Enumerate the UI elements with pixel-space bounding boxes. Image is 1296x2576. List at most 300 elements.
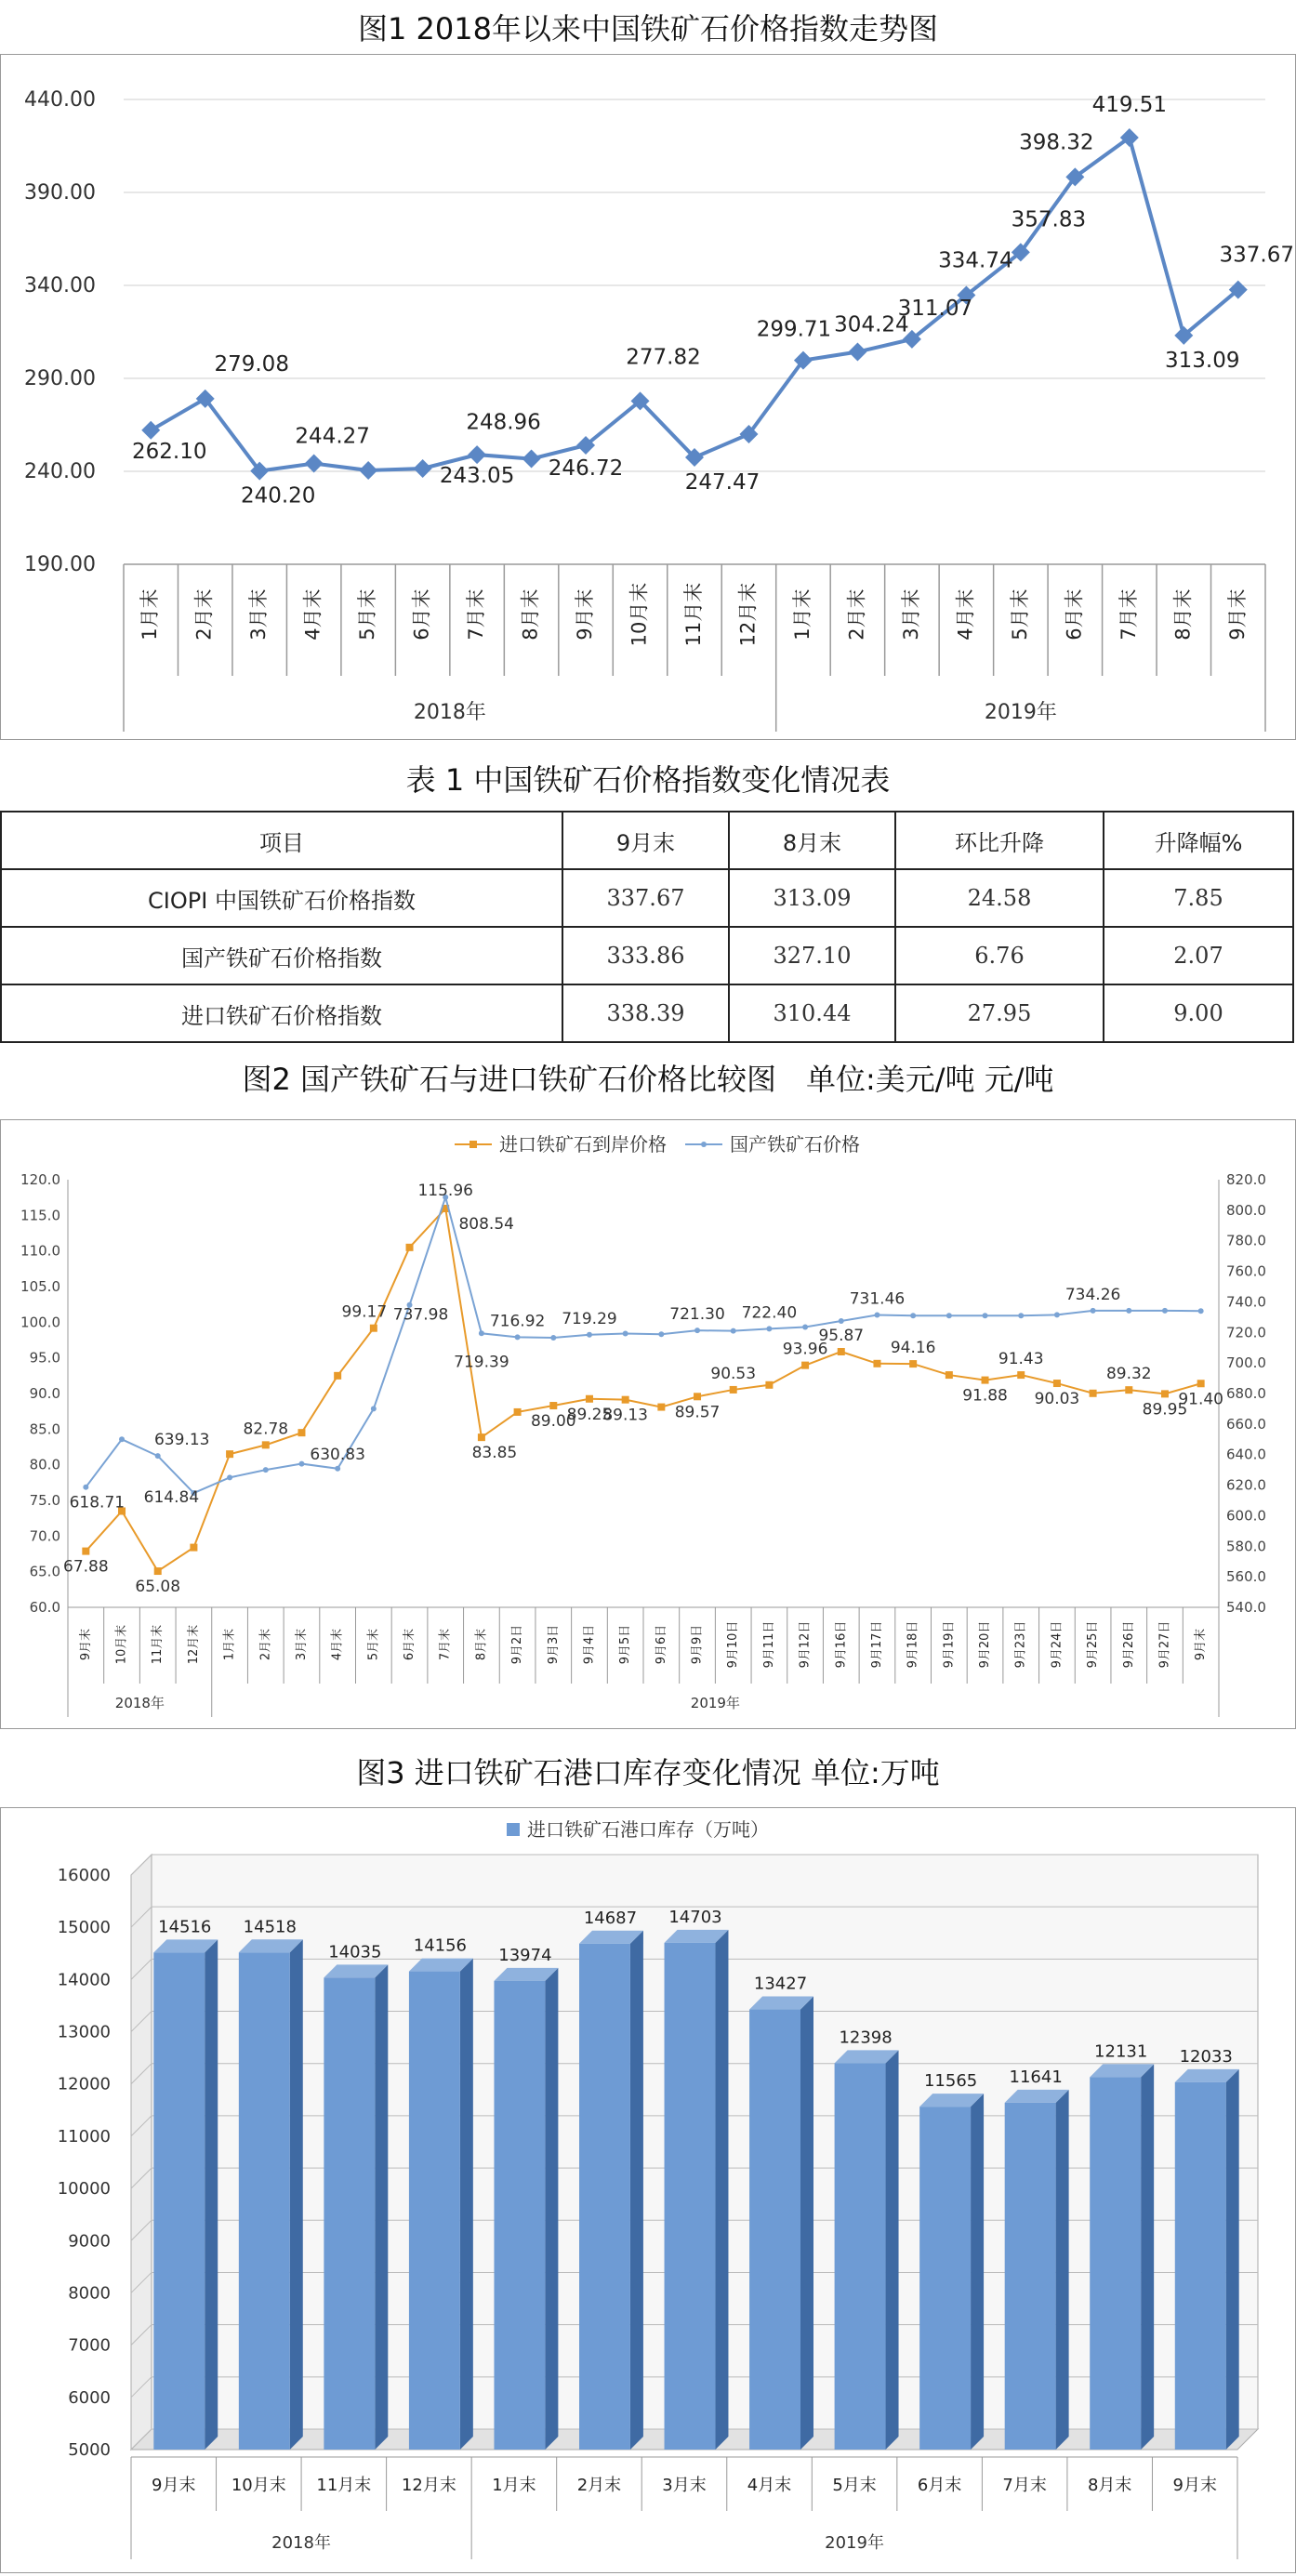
data-label-imported: 91.43 xyxy=(998,1350,1044,1369)
chart-side-wall xyxy=(131,1855,152,2450)
bar-side xyxy=(460,1959,473,2450)
x-tick-label: 9月末 xyxy=(1194,1628,1209,1661)
data-label: 12131 xyxy=(1094,2041,1148,2062)
data-label-imported: 89.00 xyxy=(530,1412,576,1432)
data-point-domestic xyxy=(802,1325,808,1330)
bar xyxy=(579,1944,630,2450)
x-tick-label: 9月18日 xyxy=(906,1620,920,1669)
data-label-domestic: 737.98 xyxy=(392,1305,449,1325)
data-label-imported: 91.40 xyxy=(1178,1390,1223,1409)
right-tick-label: 680.0 xyxy=(1226,1385,1266,1402)
data-point-imported xyxy=(982,1377,989,1384)
table-cell: 2.07 xyxy=(1104,927,1293,984)
data-label-imported: 90.03 xyxy=(1034,1390,1080,1409)
data-point-domestic xyxy=(335,1466,340,1472)
x-tick-label: 9月23日 xyxy=(1013,1620,1028,1669)
x-tick-label: 10月末 xyxy=(231,2476,286,2495)
data-label: 311.07 xyxy=(897,296,973,321)
bar-side xyxy=(800,1997,813,2450)
y-tick-label: 9000 xyxy=(68,2231,111,2252)
data-point-imported xyxy=(262,1441,270,1448)
data-label-imported: 82.78 xyxy=(243,1420,289,1439)
x-tick-label: 1月末 xyxy=(790,588,813,641)
y-tick-label: 440.00 xyxy=(24,88,96,112)
data-point-imported xyxy=(1090,1390,1097,1397)
x-tick-label: 6月末 xyxy=(917,2476,962,2495)
y-tick-label: 12000 xyxy=(57,2074,111,2094)
data-point-imported xyxy=(82,1548,89,1555)
right-tick-label: 740.0 xyxy=(1226,1293,1266,1311)
x-tick-label: 9月19日 xyxy=(942,1620,957,1669)
data-point-imported xyxy=(765,1381,773,1389)
bar-side xyxy=(1141,2064,1154,2450)
data-point-imported xyxy=(622,1396,629,1404)
data-label-imported: 91.88 xyxy=(962,1386,1008,1406)
data-label: 337.67 xyxy=(1219,243,1295,268)
left-tick-label: 110.0 xyxy=(20,1242,60,1260)
data-point-imported xyxy=(370,1325,377,1332)
y-tick-label: 190.00 xyxy=(24,553,96,576)
bar-side xyxy=(545,1968,558,2450)
table-cell: 337.67 xyxy=(562,869,729,927)
x-tick-label: 9月5日 xyxy=(618,1624,633,1665)
x-tick-label: 7月末 xyxy=(1117,588,1140,641)
x-tick-label: 10月末 xyxy=(114,1624,129,1665)
bar-side xyxy=(1226,2069,1239,2450)
data-label-imported: 90.53 xyxy=(710,1364,757,1383)
table-cell: 27.95 xyxy=(895,984,1104,1042)
table-row xyxy=(1,927,1293,984)
x-tick-label: 9月12日 xyxy=(798,1620,813,1669)
x-tick-label: 12月末 xyxy=(401,2476,456,2495)
table-row xyxy=(1,984,1293,1042)
x-tick-label: 9月11日 xyxy=(761,1620,776,1669)
data-label: 277.82 xyxy=(626,345,701,370)
table-cell: 国产铁矿石价格指数 xyxy=(1,927,562,984)
x-tick-label: 2月末 xyxy=(576,2476,622,2495)
right-tick-label: 560.0 xyxy=(1226,1568,1266,1586)
fig1-chart xyxy=(1,55,1295,739)
x-tick-label: 11月末 xyxy=(151,1624,165,1665)
x-tick-label: 11月末 xyxy=(316,2476,372,2495)
x-tick-label: 5月末 xyxy=(356,588,379,641)
data-label-imported: 94.16 xyxy=(890,1339,936,1358)
data-point-domestic xyxy=(910,1313,916,1318)
x-tick-label: 5月末 xyxy=(1008,588,1031,641)
y-tick-label: 16000 xyxy=(57,1866,111,1885)
data-label-imported: 115.96 xyxy=(417,1181,473,1200)
data-label-domestic: 618.71 xyxy=(69,1493,126,1513)
data-point-domestic xyxy=(874,1312,879,1317)
data-label-imported: 89.13 xyxy=(602,1406,648,1425)
x-tick-label: 9月末 xyxy=(1225,588,1249,641)
x-tick-label: 9月17日 xyxy=(869,1620,884,1669)
data-label: 11565 xyxy=(923,2071,978,2092)
table1-title: 表 1 中国铁矿石价格指数变化情况表 xyxy=(405,762,891,798)
right-tick-label: 580.0 xyxy=(1226,1538,1266,1555)
right-tick-label: 760.0 xyxy=(1226,1262,1266,1280)
table-header-cell: 8月末 xyxy=(729,812,895,869)
y-tick-label: 13000 xyxy=(57,2022,111,2042)
table-header-cell: 项目 xyxy=(1,812,562,869)
x-tick-label: 8月末 xyxy=(1087,2476,1132,2495)
y-tick-label: 15000 xyxy=(57,1918,111,1938)
x-tick-label: 5月末 xyxy=(832,2476,877,2495)
x-tick-label: 9月9日 xyxy=(690,1624,705,1665)
bar xyxy=(835,2063,886,2450)
data-label: 13974 xyxy=(498,1945,552,1965)
year-group-label: 2019年 xyxy=(825,2533,884,2553)
left-tick-label: 95.0 xyxy=(29,1349,60,1367)
data-label: 246.72 xyxy=(548,456,624,481)
data-point-domestic xyxy=(227,1474,232,1480)
data-label-domestic: 734.26 xyxy=(1065,1285,1121,1304)
table-cell: 338.39 xyxy=(562,984,729,1042)
data-point-domestic xyxy=(1162,1308,1168,1314)
bar-side xyxy=(630,1931,643,2450)
table-cell: 进口铁矿石价格指数 xyxy=(1,984,562,1042)
table-cell: 7.85 xyxy=(1104,869,1293,927)
year-group-label: 2019年 xyxy=(690,1695,740,1711)
bar xyxy=(749,2010,800,2450)
legend-label-domestic: 国产铁矿石价格 xyxy=(730,1133,860,1156)
data-point-domestic xyxy=(766,1326,772,1331)
left-tick-label: 80.0 xyxy=(29,1456,60,1473)
data-label-domestic: 808.54 xyxy=(458,1214,514,1234)
y-tick-label: 240.00 xyxy=(24,460,96,483)
bar xyxy=(1175,2082,1226,2450)
bar xyxy=(239,1952,290,2450)
right-tick-label: 720.0 xyxy=(1226,1324,1266,1341)
table-cell: 327.10 xyxy=(729,927,895,984)
data-point-imported xyxy=(694,1393,701,1400)
fig2-chart xyxy=(1,1120,1295,1728)
x-tick-label: 8月末 xyxy=(1171,588,1195,641)
data-label-imported: 67.88 xyxy=(63,1557,109,1577)
table-header-cell: 9月末 xyxy=(562,812,729,869)
bar-side xyxy=(375,1964,388,2450)
data-label-imported: 89.32 xyxy=(1105,1365,1152,1384)
data-label: 14516 xyxy=(158,1917,212,1937)
x-tick-label: 9月末 xyxy=(1172,2476,1217,2495)
data-point-domestic xyxy=(587,1332,592,1338)
x-tick-label: 3月末 xyxy=(247,588,271,641)
x-tick-label: 6月末 xyxy=(1063,588,1086,641)
data-label: 240.20 xyxy=(240,483,316,509)
bar xyxy=(153,1952,205,2450)
table-cell: 24.58 xyxy=(895,869,1104,927)
x-tick-label: 1月末 xyxy=(222,1628,237,1661)
data-label: 14035 xyxy=(328,1942,382,1962)
bar-side xyxy=(715,1930,728,2450)
left-tick-label: 90.0 xyxy=(29,1385,60,1402)
table-cell: 313.09 xyxy=(729,869,895,927)
x-tick-label: 9月末 xyxy=(152,2476,196,2495)
data-point-domestic xyxy=(155,1453,161,1459)
data-point-domestic xyxy=(1018,1313,1024,1318)
data-point-domestic xyxy=(1091,1308,1096,1314)
data-point-domestic xyxy=(658,1331,664,1337)
data-point-domestic xyxy=(479,1330,484,1336)
data-point-imported xyxy=(909,1360,917,1367)
y-tick-label: 7000 xyxy=(68,2335,111,2356)
data-point-imported xyxy=(1017,1371,1025,1379)
data-label: 13427 xyxy=(753,1974,808,1994)
left-tick-label: 65.0 xyxy=(29,1563,60,1580)
data-label: 262.10 xyxy=(131,439,207,464)
year-group-label: 2018年 xyxy=(271,2533,331,2553)
bar-side xyxy=(290,1939,303,2450)
bar xyxy=(919,2107,971,2450)
y-tick-label: 14000 xyxy=(57,1970,111,1990)
x-tick-label: 9月2日 xyxy=(510,1624,525,1665)
x-tick-label: 9月4日 xyxy=(582,1624,597,1665)
data-point xyxy=(359,461,377,480)
data-point-imported xyxy=(1161,1390,1169,1397)
data-label: 248.96 xyxy=(466,410,541,435)
x-tick-label: 2月末 xyxy=(192,588,216,641)
data-point-imported xyxy=(190,1544,197,1552)
right-tick-label: 800.0 xyxy=(1226,1201,1266,1219)
data-label-imported: 99.17 xyxy=(341,1302,388,1322)
x-tick-label: 11月末 xyxy=(682,582,705,647)
data-point-imported xyxy=(586,1395,593,1403)
x-tick-label: 3月末 xyxy=(899,588,922,641)
data-label-domestic: 630.83 xyxy=(310,1445,365,1464)
data-label-imported: 89.25 xyxy=(566,1405,613,1424)
data-label: 313.09 xyxy=(1165,348,1240,373)
data-point-domestic xyxy=(550,1335,556,1341)
x-tick-label: 8月末 xyxy=(519,588,542,641)
x-tick-label: 9月末 xyxy=(574,588,597,641)
y-tick-label: 6000 xyxy=(68,2387,111,2408)
data-point-imported xyxy=(226,1450,233,1458)
data-point-imported xyxy=(478,1433,485,1441)
data-point-imported xyxy=(1197,1380,1205,1387)
data-label-domestic: 716.92 xyxy=(489,1312,546,1331)
left-tick-label: 60.0 xyxy=(29,1599,60,1616)
x-tick-label: 9月25日 xyxy=(1086,1620,1101,1669)
data-point xyxy=(848,343,866,362)
fig2-title: 图2 国产铁矿石与进口铁矿石价格比较图 单位:美元/吨 元/吨 xyxy=(242,1062,1054,1097)
left-tick-label: 85.0 xyxy=(29,1420,60,1438)
bar-side xyxy=(1056,2090,1069,2450)
data-point-imported xyxy=(406,1244,414,1251)
bar-side xyxy=(971,2094,984,2450)
x-tick-label: 9月27日 xyxy=(1157,1620,1172,1669)
data-point-imported xyxy=(657,1404,665,1411)
right-tick-label: 700.0 xyxy=(1226,1354,1266,1372)
data-point-domestic xyxy=(946,1313,952,1318)
y-tick-label: 290.00 xyxy=(24,367,96,390)
fig1-panel xyxy=(0,54,1296,740)
x-tick-label: 8月末 xyxy=(474,1628,489,1661)
table-cell: 310.44 xyxy=(729,984,895,1042)
x-tick-label: 7月末 xyxy=(1002,2476,1047,2495)
x-tick-label: 9月10日 xyxy=(726,1620,741,1669)
data-point-domestic xyxy=(515,1334,521,1340)
bar xyxy=(1005,2103,1056,2450)
data-label-imported: 93.96 xyxy=(782,1340,828,1359)
bar-side xyxy=(886,2050,899,2450)
x-tick-label: 6月末 xyxy=(403,1628,417,1661)
legend-label: 进口铁矿石港口库存（万吨） xyxy=(527,1818,769,1841)
x-tick-label: 9月16日 xyxy=(834,1620,849,1669)
data-label-domestic: 721.30 xyxy=(669,1305,725,1325)
data-label: 12033 xyxy=(1179,2046,1233,2067)
table-header-cell: 环比升降 xyxy=(895,812,1104,869)
x-tick-label: 2月末 xyxy=(845,588,868,641)
data-label-imported: 83.85 xyxy=(471,1444,518,1463)
data-label-domestic: 614.84 xyxy=(143,1488,200,1508)
table-row xyxy=(1,869,1293,927)
x-tick-label: 4月末 xyxy=(301,588,324,641)
data-point-imported xyxy=(946,1371,953,1379)
data-point xyxy=(141,421,160,440)
data-point-domestic xyxy=(83,1485,88,1490)
data-point-domestic xyxy=(983,1313,988,1318)
y-tick-label: 11000 xyxy=(57,2126,111,2147)
data-label: 299.71 xyxy=(756,317,832,342)
data-label-domestic: 639.13 xyxy=(153,1431,210,1450)
data-point-imported xyxy=(549,1402,557,1409)
legend-marker-domestic xyxy=(701,1142,707,1147)
data-label: 244.27 xyxy=(295,424,370,449)
data-label: 243.05 xyxy=(439,464,515,489)
data-point xyxy=(305,454,324,472)
data-point-imported xyxy=(298,1429,305,1436)
x-tick-label: 9月26日 xyxy=(1121,1620,1136,1669)
data-point-imported xyxy=(154,1567,162,1575)
data-point-imported xyxy=(730,1386,737,1394)
left-tick-label: 105.0 xyxy=(20,1278,60,1295)
data-label: 334.74 xyxy=(938,248,1013,273)
x-tick-label: 1月末 xyxy=(139,588,162,641)
legend-label-imported: 进口铁矿石到岸价格 xyxy=(499,1133,667,1156)
data-label-domestic: 722.40 xyxy=(741,1303,798,1323)
data-label-domestic: 719.29 xyxy=(562,1309,617,1328)
data-point xyxy=(522,450,541,469)
right-tick-label: 820.0 xyxy=(1226,1171,1266,1188)
data-point-domestic xyxy=(371,1406,377,1411)
data-label: 357.83 xyxy=(1011,207,1087,232)
data-point-domestic xyxy=(298,1461,304,1467)
data-point-domestic xyxy=(119,1436,125,1442)
data-label: 304.24 xyxy=(834,312,909,337)
table-header-cell: 升降幅% xyxy=(1104,812,1293,869)
x-tick-label: 4月末 xyxy=(954,588,977,641)
bar xyxy=(324,1977,375,2450)
left-tick-label: 70.0 xyxy=(29,1527,60,1545)
bar xyxy=(409,1972,460,2450)
right-tick-label: 660.0 xyxy=(1226,1415,1266,1433)
price-index-table xyxy=(0,811,1294,1043)
data-label: 12398 xyxy=(839,2028,893,2048)
x-tick-label: 9月末 xyxy=(78,1628,93,1661)
x-tick-label: 9月20日 xyxy=(978,1620,993,1669)
y-tick-label: 5000 xyxy=(68,2440,111,2460)
table-cell: 6.76 xyxy=(895,927,1104,984)
year-group-label: 2018年 xyxy=(114,1695,165,1711)
data-label: 247.47 xyxy=(684,470,760,495)
data-point xyxy=(414,459,432,478)
data-point-imported xyxy=(873,1360,880,1367)
series-line xyxy=(151,138,1238,471)
data-point-imported xyxy=(1125,1386,1132,1394)
x-tick-label: 7月末 xyxy=(438,1628,453,1661)
x-tick-label: 3月末 xyxy=(662,2476,707,2495)
data-point-domestic xyxy=(623,1330,628,1336)
fig2-panel xyxy=(0,1119,1296,1729)
bar xyxy=(1090,2077,1141,2450)
right-tick-label: 620.0 xyxy=(1226,1476,1266,1494)
x-tick-label: 4月末 xyxy=(330,1628,345,1661)
x-tick-label: 10月末 xyxy=(628,582,651,647)
data-label-imported: 89.57 xyxy=(674,1403,721,1422)
x-tick-label: 3月末 xyxy=(294,1628,309,1661)
data-label: 419.51 xyxy=(1091,92,1168,117)
data-label-domestic: 731.46 xyxy=(849,1289,906,1309)
left-tick-label: 115.0 xyxy=(20,1207,60,1224)
legend-marker-imported xyxy=(469,1141,477,1148)
data-label: 14703 xyxy=(668,1907,722,1927)
year-group-label: 2018年 xyxy=(413,701,486,724)
data-point-domestic xyxy=(1126,1308,1131,1314)
fig1-title: 图1 2018年以来中国铁矿石价格指数走势图 xyxy=(358,11,938,46)
year-group-label: 2019年 xyxy=(984,701,1057,724)
legend-swatch xyxy=(507,1823,520,1836)
fig3-chart xyxy=(1,1808,1295,2572)
data-point-domestic xyxy=(731,1328,736,1334)
bar-side xyxy=(205,1939,218,2450)
data-point-domestic xyxy=(263,1467,269,1473)
data-label: 14687 xyxy=(583,1908,638,1928)
y-tick-label: 340.00 xyxy=(24,274,96,297)
data-point-imported xyxy=(838,1348,845,1355)
left-tick-label: 100.0 xyxy=(20,1314,60,1331)
data-point-domestic xyxy=(1198,1308,1204,1314)
data-point-domestic xyxy=(1054,1312,1060,1317)
x-tick-label: 1月末 xyxy=(492,2476,536,2495)
x-tick-label: 6月末 xyxy=(410,588,433,641)
fig3-title: 图3 进口铁矿石港口库存变化情况 单位:万吨 xyxy=(356,1755,940,1790)
x-tick-label: 12月末 xyxy=(736,582,760,647)
x-tick-label: 7月末 xyxy=(465,588,488,641)
x-tick-label: 9月6日 xyxy=(654,1624,668,1665)
data-label: 14156 xyxy=(413,1935,468,1956)
y-tick-label: 390.00 xyxy=(24,181,96,205)
data-point-imported xyxy=(801,1362,809,1369)
data-label: 14518 xyxy=(243,1917,297,1937)
table-cell: 9.00 xyxy=(1104,984,1293,1042)
right-tick-label: 600.0 xyxy=(1226,1507,1266,1525)
table-header-row xyxy=(1,812,1293,869)
data-label-imported: 65.08 xyxy=(135,1578,181,1597)
left-tick-label: 120.0 xyxy=(20,1171,60,1188)
x-tick-label: 9月3日 xyxy=(546,1624,561,1665)
x-tick-label: 9月24日 xyxy=(1050,1620,1065,1669)
x-tick-label: 2月末 xyxy=(258,1628,273,1661)
right-tick-label: 780.0 xyxy=(1226,1232,1266,1249)
data-point-imported xyxy=(334,1372,341,1380)
table-cell: 333.86 xyxy=(562,927,729,984)
left-tick-label: 75.0 xyxy=(29,1492,60,1509)
data-point xyxy=(468,445,486,464)
right-tick-label: 640.0 xyxy=(1226,1446,1266,1463)
data-point-domestic xyxy=(694,1328,700,1333)
data-label-domestic: 719.39 xyxy=(454,1353,509,1372)
data-label-imported: 95.87 xyxy=(818,1326,865,1345)
